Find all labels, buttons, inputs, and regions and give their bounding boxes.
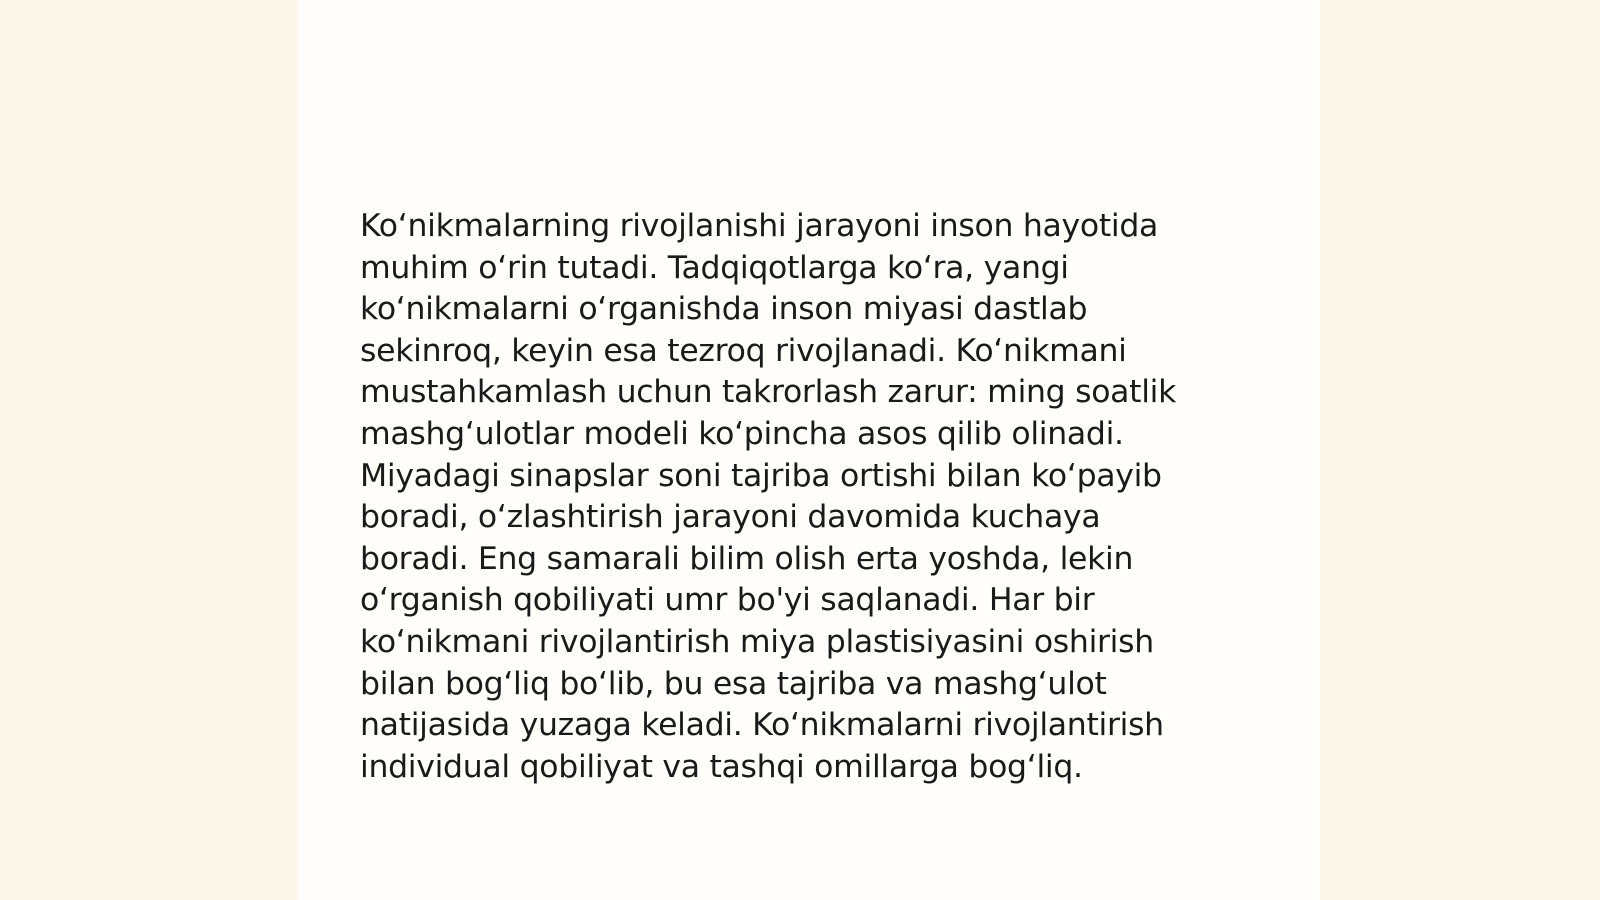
- paragraph-line: muhim oʻrin tutadi. Tadqiqotlarga koʻra, yangi: [360, 249, 1069, 286]
- paragraph-line: Miyadagi sinapslar soni tajriba ortishi bilan koʻpayib: [360, 457, 1162, 494]
- paragraph-line: sekinroq, keyin esa tezroq rivojlanadi. Koʻnikmani: [360, 332, 1127, 369]
- paragraph-line: koʻnikmani rivojlantirish miya plastisiyasini oshirish: [360, 623, 1154, 660]
- document-page: [297, 0, 1320, 900]
- paragraph-line: natijasida yuzaga keladi. Koʻnikmalarni rivojlantirish: [360, 707, 1164, 744]
- body-paragraph: [360, 206, 1240, 788]
- paragraph-line: mashgʻulotlar modeli koʻpincha asos qilib olinadi.: [360, 415, 1124, 452]
- paragraph-line: individual qobiliyat va tashqi omillarga bogʻliq.: [360, 748, 1083, 785]
- paragraph-line: boradi. Eng samarali bilim olish erta yoshda, lekin: [360, 540, 1134, 577]
- paragraph-line: Koʻnikmalarning rivojlanishi jarayoni inson hayotida: [360, 208, 1159, 244]
- paragraph-line: koʻnikmalarni oʻrganishda inson miyasi dastlab: [360, 291, 1088, 328]
- paragraph-line: mustahkamlash uchun takrorlash zarur: ming soatlik: [360, 374, 1177, 411]
- paragraph-line: bilan bogʻliq boʻlib, bu esa tajriba va mashgʻulot: [360, 665, 1107, 702]
- paragraph-line: oʻrganish qobiliyati umr bo'yi saqlanadi. Har bir: [360, 582, 1095, 619]
- paragraph-line: boradi, oʻzlashtirish jarayoni davomida kuchaya: [360, 499, 1101, 536]
